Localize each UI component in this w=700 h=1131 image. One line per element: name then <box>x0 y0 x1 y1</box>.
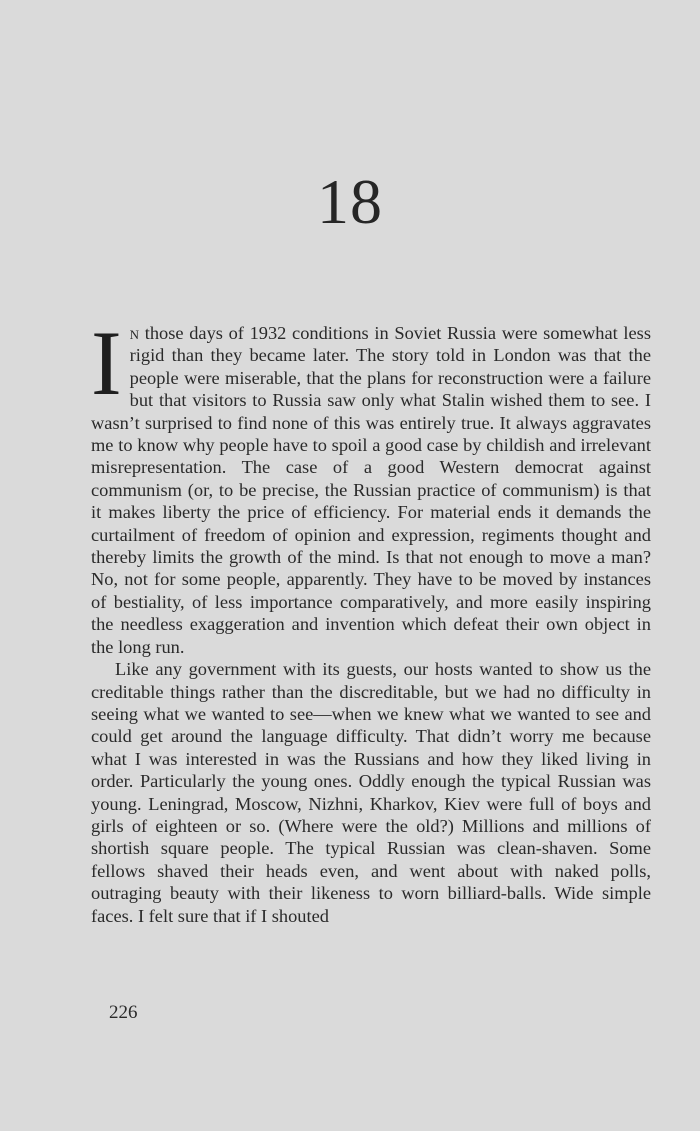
paragraph-2-text: Like any government with its guests, our hosts wanted to show us the creditable things rather than the discreditable, but we had no difficulty in seeing what we wanted to see—when we knew what we wanted to see and could get around the language difficulty. That didn’t worry me because what I was interested in was the Russians and how they liked living in order. Particularly the young ones. Oddly enough the typical Russian was young. Leningrad, Moscow, Nizhni, Kharkov, Kiev were full of boys and girls of eighteen or so. (Where were the old?) Millions and millions of shortish square people. The typical Russian was clean-shaven. Some fellows shaved their heads even, and went about with naked polls, outraging beauty with their likeness to worn billiard-balls. Wide simple faces. I felt sure that if I shouted <box>91 659 651 926</box>
chapter-number: 18 <box>317 166 383 237</box>
body-text <box>91 312 651 927</box>
paragraph <box>91 658 651 927</box>
drop-cap: I <box>91 312 122 414</box>
page-number: 226 <box>109 1002 138 1023</box>
paragraph <box>91 312 651 658</box>
paragraph-1-text: those days of 1932 conditions in Soviet Russia were somewhat less rigid than they became later. The story told in London was that the people were miserable, that the plans for reconstruction were a failure but that visitors to Russia saw only what Stalin wished them to see. I wasn’t surprised to find none of this was entirely true. It always aggravates me to know why people have to spoil a good case by childish and irrelevant misrepresentation. The case of a good Western democrat against communism (or, to be precise, the Russian practice of communism) is that it makes liberty the price of efficiency. For material ends it demands the curtailment of freedom of opinion and expression, regiments thought and thereby limits the growth of the mind. Is that not enough to move a man? No, not for some people, apparently. They have to be moved by instances of bestiality, of less importance comparatively, and more easily inspiring the needless exaggeration and invention which defeat their own object in the long run. <box>91 323 651 657</box>
first-word-small-caps: n <box>129 323 140 343</box>
